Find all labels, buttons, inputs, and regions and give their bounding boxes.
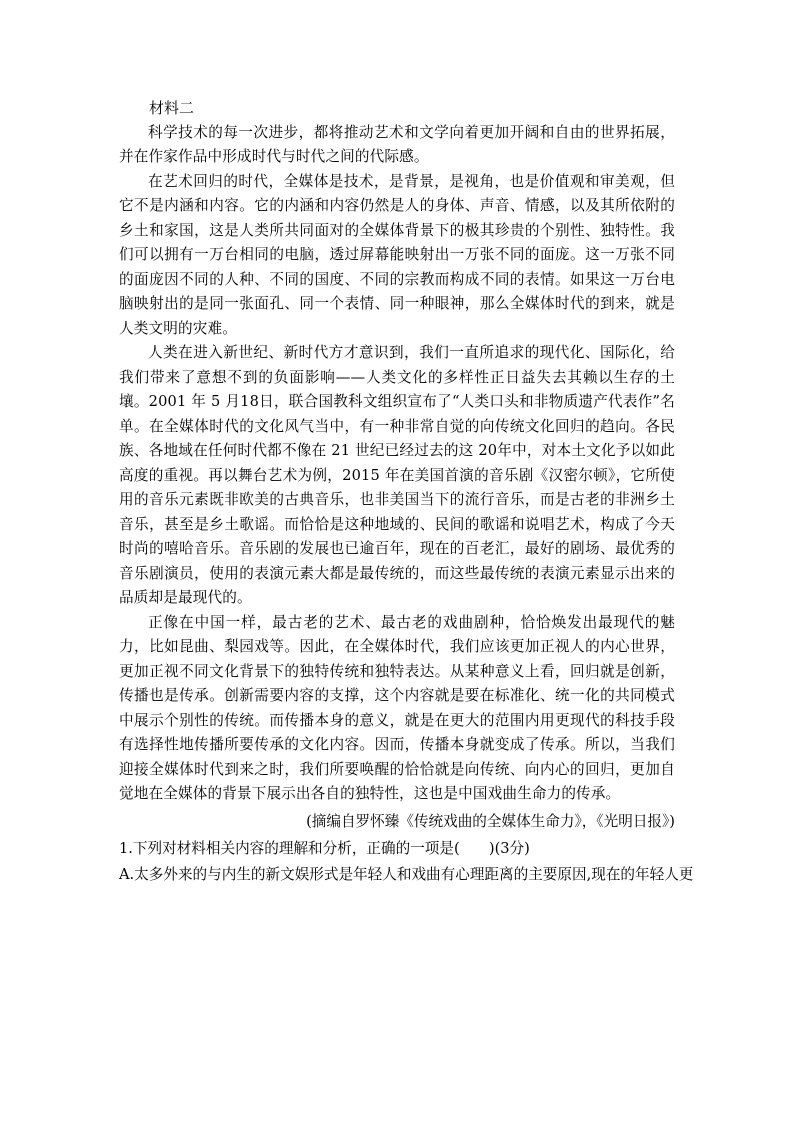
- document-page: [119, 96, 694, 888]
- source-citation: (摘编自罗怀臻《传统戏曲的全媒体生命力》，《光明日报》): [306, 812, 675, 830]
- material-heading: 材料二: [149, 99, 195, 117]
- question-stem: 1.下列对材料相关内容的理解和分析，正确的一项是( )(3分): [119, 839, 530, 857]
- material-paragraph-2: 在艺术回归的时代，全媒体是技术，是背景，是视角，也是价值观和审美观，但它不是内涵和内容。它的内涵和内容仍然是人的身体、声音、情感，以及其所依附的乡土和家国，这是人类所共同面对的全媒体背景下的极其珍贵的个别性、独特性。我们可以拥有一万台相同的电脑，透过屏幕能映射出一万张不同的面庞。这一万张不同的面庞因不同的人种、不同的国度、不同的宗教而构成不同的表情。如果这一万台电脑映射出的是同一张面孔、同一个表情、同一种眼神，那么全媒体时代的到来，就是人类文明的灾难。: [119, 172, 675, 337]
- question-option-a: A.太多外来的与内生的新文娱形式是年轻人和戏曲有心理距离的主要原因,现在的年轻人更: [119, 865, 694, 883]
- material-paragraph-1: 科学技术的每一次进步，都将推动艺术和文学向着更加开阔和自由的世界拓展，并在作家作品中形成时代与时代之间的代际感。: [119, 123, 675, 165]
- material-paragraph-4: 正像在中国一样，最古老的艺术、最古老的戏曲剧种，恰恰焕发出最现代的魅力，比如昆曲、梨园戏等。因此，在全媒体时代，我们应该更加正视人的内心世界，更加正视不同文化背景下的独特传统和独特表达。从某种意义上看，回归就是创新，传播也是传承。创新需要内容的支撑，这个内容就是要在标准化、统一化的共同模式中展示个别性的传统。而传播本身的意义，就是在更大的范围内用更现代的科技手段有选择性地传播所要传承的文化内容。因而，传播本身就变成了传承。所以，当我们迎接全媒体时代到来之时，我们所要唤醒的恰恰就是向传统、向内心的回归，更加自觉地在全媒体的背景下展示出各自的独特性，这也是中国戏曲生命力的传承。: [119, 613, 675, 802]
- material-paragraph-3: 人类在进入新世纪、新时代方才意识到，我们一直所追求的现代化、国际化，给我们带来了意想不到的负面影响——人类文化的多样性正日益失去其赖以生存的土壤。2001 年 5 月18日，联合国教科文组织宣布了“人类口头和非物质遗产代表作”名单。在全媒体时代的文化风气当中，有一种非常自觉的向传统文化回归的趋向。各民族、各地域在任何时代都不像在 21 世纪已经过去的这 20年中，对本土文化予以如此高度的重视。再以舞台艺术为例，2015 年在美国首演的音乐剧《汉密尔顿》，它所使用的音乐元素既非欧美的古典音乐，也非美国当下的流行音乐，而是古老的非洲乡土音乐，甚至是乡土歌谣。而恰恰是这种地域的、民间的歌谣和说唱艺术，构成了今天时尚的嘻哈音乐。音乐剧的发展也已逾百年，现在的百老汇，最好的剧场、最优秀的音乐剧演员，使用的表演元素大都是最传统的，而这些最传统的表演元素显示出来的品质却是最现代的。: [119, 344, 675, 606]
